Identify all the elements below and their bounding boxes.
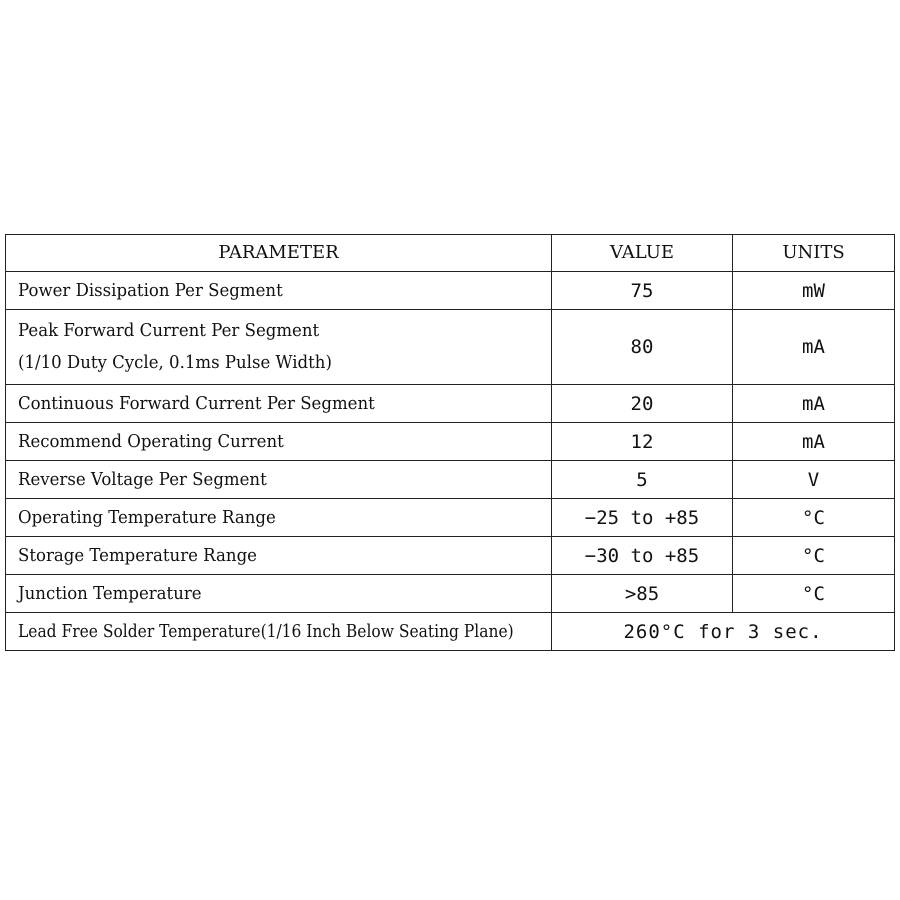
- value-cell: >85: [552, 575, 733, 613]
- unit-cell: mW: [733, 272, 895, 310]
- parameter-cell: [6, 613, 552, 651]
- value-cell: 75: [552, 272, 733, 310]
- unit-cell: mA: [733, 310, 895, 385]
- parameter-text: Recommend Operating Current: [18, 430, 284, 452]
- value-cell: 5: [552, 461, 733, 499]
- unit-cell: mA: [733, 423, 895, 461]
- parameter-text: Operating Temperature Range: [18, 506, 276, 528]
- value-cell: −25 to +85: [552, 499, 733, 537]
- parameter-note: (1/10 Duty Cycle, 0.1ms Pulse Width): [18, 352, 332, 373]
- parameter-text: Power Dissipation Per Segment: [18, 279, 283, 301]
- table-row: [6, 385, 895, 423]
- value-cell: 80: [552, 310, 733, 385]
- unit-cell: °C: [733, 537, 895, 575]
- parameter-cell: [6, 461, 552, 499]
- table-row: [6, 423, 895, 461]
- table-row: [6, 461, 895, 499]
- unit-cell: mA: [733, 385, 895, 423]
- unit-cell: °C: [733, 499, 895, 537]
- parameter-text: Lead Free Solder Temperature(1/16 Inch Below Seating Plane): [18, 620, 514, 642]
- parameter-cell: [6, 310, 552, 385]
- unit-cell: V: [733, 461, 895, 499]
- parameter-text: Reverse Voltage Per Segment: [18, 468, 267, 490]
- table-row: [6, 499, 895, 537]
- parameter-cell: [6, 385, 552, 423]
- header-parameter: PARAMETER: [6, 235, 552, 272]
- value-unit-cell: 260°C for 3 sec.: [552, 613, 895, 651]
- unit-cell: °C: [733, 575, 895, 613]
- parameter-text: Junction Temperature: [18, 582, 202, 604]
- parameter-cell: [6, 575, 552, 613]
- parameter-text: Storage Temperature Range: [18, 544, 257, 566]
- table-row: [6, 537, 895, 575]
- value-cell: −30 to +85: [552, 537, 733, 575]
- value-cell: 20: [552, 385, 733, 423]
- table-row: [6, 575, 895, 613]
- absolute-ratings-table: [5, 234, 895, 651]
- parameter-cell: [6, 499, 552, 537]
- header-row: [6, 235, 895, 272]
- header-value: VALUE: [552, 235, 733, 272]
- table-row: [6, 613, 895, 651]
- table-row: [6, 272, 895, 310]
- parameter-cell: [6, 272, 552, 310]
- parameter-text: Peak Forward Current Per Segment: [18, 320, 320, 341]
- parameter-cell: [6, 423, 552, 461]
- parameter-text: Continuous Forward Current Per Segment: [18, 392, 375, 414]
- value-cell: 12: [552, 423, 733, 461]
- parameter-cell: [6, 537, 552, 575]
- header-units: UNITS: [733, 235, 895, 272]
- table-row: [6, 310, 895, 385]
